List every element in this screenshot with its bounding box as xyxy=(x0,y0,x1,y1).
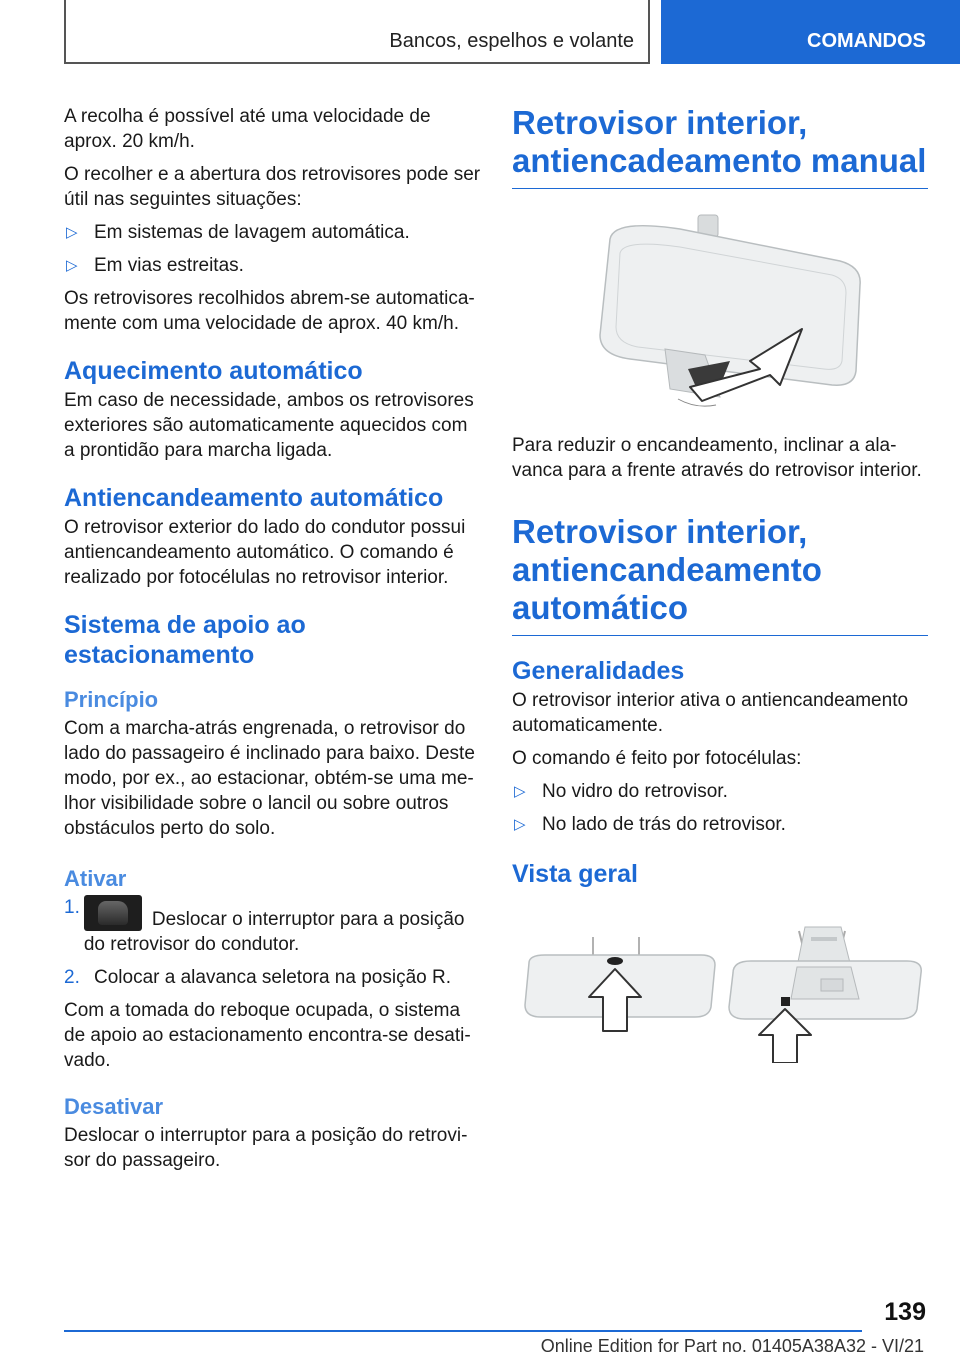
bullet-triangle-icon: ▷ xyxy=(514,816,526,833)
interior-mirror-manual-illustration xyxy=(570,209,870,419)
step-item: 2. Colocar a alavanca seletora na posição R. xyxy=(64,967,451,988)
header-section-box xyxy=(64,0,650,64)
paragraph-manual-dimming: Para reduzir o encandeamento, inclinar a ala-vanca para a frente através do retrovisor interior. xyxy=(512,435,922,481)
mirror-fold-switch-icon xyxy=(84,895,142,931)
paragraph-auto-open: Os retrovisores recolhidos abrem-se automatica-mente com uma velocidade de aprox. 40 km/h. xyxy=(64,288,475,334)
paragraph-fold-situations: O recolher e a abertura dos retrovisores pode ser útil nas seguintes situações: xyxy=(64,164,481,210)
header-chapter-tab[interactable]: COMANDOS xyxy=(661,0,960,64)
paragraph-trailer: Com a tomada do reboque ocupada, o sistema de apoio ao estacionamento encontra-se desati-vado. xyxy=(64,1000,471,1071)
bullet-triangle-icon: ▷ xyxy=(66,257,78,274)
heading-principle: Princípio xyxy=(64,687,159,712)
heading-general: Generalidades xyxy=(512,657,685,685)
paragraph-principle: Com a marcha-atrás engrenada, o retrovisor do lado do passageiro é inclinado para baixo. Deste modo, por ex., ao estacionar, obtém-se uma me-lhor visibilidade sobre o lancil ou sobre outros obstáculos perto do solo. xyxy=(64,718,475,839)
list-item: ▷ No lado de trás do retrovisor. xyxy=(514,814,786,835)
heading-activate: Ativar xyxy=(64,866,127,891)
list-item: ▷ No vidro do retrovisor. xyxy=(514,781,728,802)
paragraph-deactivate: Deslocar o interruptor para a posição do retrovi-sor do passageiro. xyxy=(64,1125,468,1171)
paragraph-general-2: O comando é feito por fotocélulas: xyxy=(512,748,802,769)
list-item: ▷ Em vias estreitas. xyxy=(66,255,244,276)
step-item: 1. Deslocar o interruptor para a posição do retrovisor do condutor. xyxy=(64,897,465,955)
footer-divider xyxy=(64,1330,862,1332)
bullet-triangle-icon: ▷ xyxy=(514,783,526,800)
footer-edition: Online Edition for Part no. 01405A38A32 - VI/21 xyxy=(540,1336,924,1356)
paragraph-general-1: O retrovisor interior ativa o antiencandeamento automaticamente. xyxy=(512,690,909,736)
paragraph-fold-speed: A recolha é possível até uma velocidade de aprox. 20 km/h. xyxy=(64,106,431,152)
heading-antidazzle: Antiencandeamento automático xyxy=(64,484,444,512)
heading-parking-aid: Sistema de apoio ao estacionamento xyxy=(64,611,306,669)
right-column xyxy=(512,104,928,1063)
left-column xyxy=(64,104,482,1181)
heading-deactivate: Desativar xyxy=(64,1094,164,1119)
paragraph-heating: Em caso de necessidade, ambos os retrovisores exteriores são automaticamente aquecidos com a prontidão para marcha ligada. xyxy=(64,390,474,461)
heading-heating: Aquecimento automático xyxy=(64,357,363,385)
heading-overview: Vista geral xyxy=(512,860,639,888)
heading-auto-dimming: Retrovisor interior, antiencandeamento automático xyxy=(512,513,928,636)
header-section-title: Bancos, espelhos e volante xyxy=(389,30,634,52)
bullet-triangle-icon: ▷ xyxy=(66,224,78,241)
page-number: 139 xyxy=(884,1298,926,1326)
interior-mirror-photocells-illustration xyxy=(515,923,925,1063)
heading-manual-dimming: Retrovisor interior, antiencadeamento manual xyxy=(512,104,928,189)
paragraph-antidazzle: O retrovisor exterior do lado do condutor possui antiencandeamento automático. O comando é realizado por fotocélulas no retrovisor interior. xyxy=(64,517,466,588)
list-item: ▷ Em sistemas de lavagem automática. xyxy=(66,222,410,243)
